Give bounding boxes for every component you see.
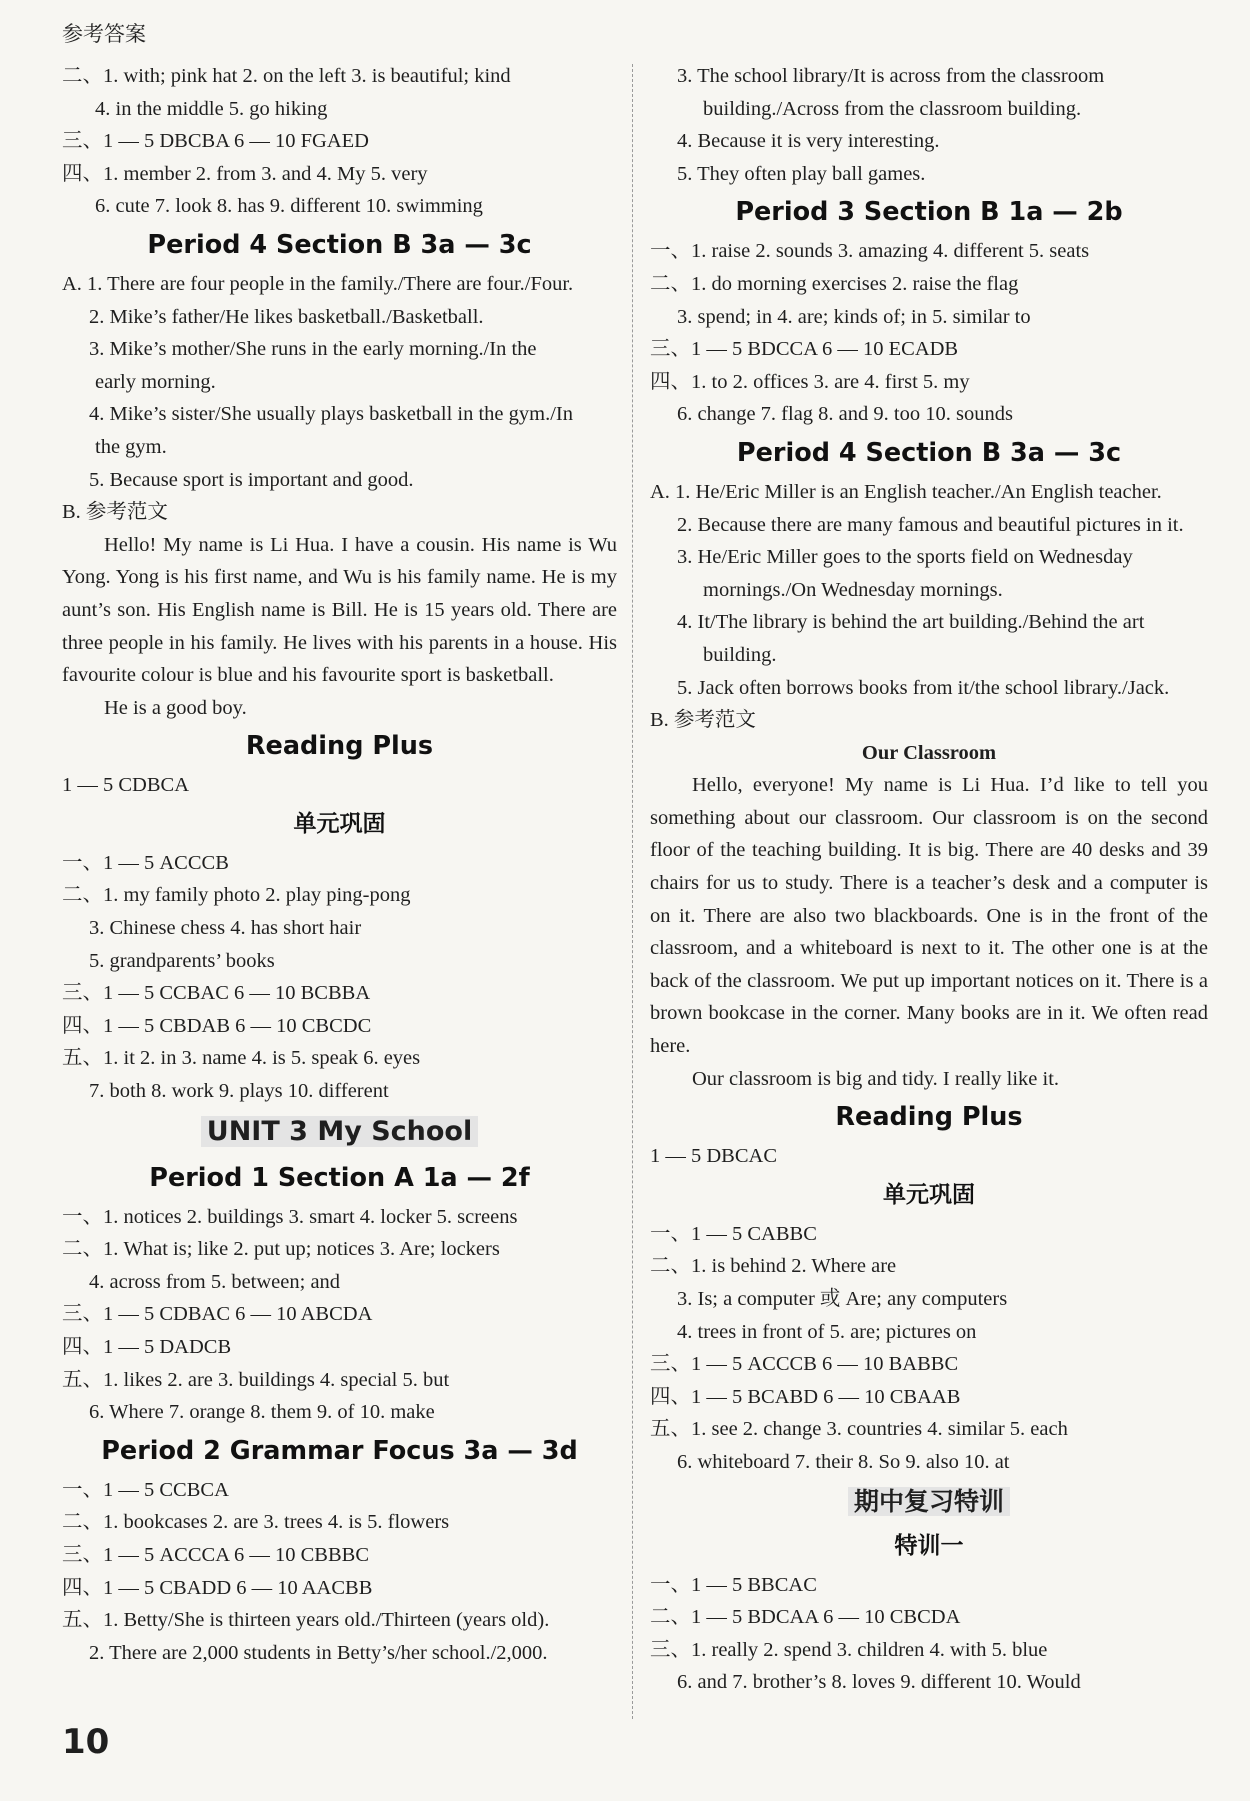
- answer-line: 3. Chinese chess 4. has short hair: [89, 917, 362, 940]
- answer-line: mornings./On Wednesday mornings.: [703, 578, 1003, 601]
- answer-line: 二、1. do morning exercises 2. raise the flag: [650, 272, 1019, 295]
- answer-line: 二、1. with; pink hat 2. on the left 3. is beautiful; kind: [62, 65, 511, 87]
- answer-line: 6. change 7. flag 8. and 9. too 10. sounds: [677, 403, 1013, 426]
- answer-line: building.: [703, 643, 777, 666]
- essay-paragraph: He is a good boy.: [104, 696, 247, 719]
- left-column: [62, 60, 617, 1669]
- answer-line: 五、1. likes 2. are 3. buildings 4. special 5. but: [62, 1368, 450, 1391]
- answer-line: 二、1 — 5 BDCAA 6 — 10 CBCDA: [650, 1606, 961, 1629]
- answer-line: 5. Because sport is important and good.: [89, 468, 414, 491]
- answer-line: 一、1. notices 2. buildings 3. smart 4. locker 5. screens: [62, 1205, 518, 1228]
- answer-line: 三、1 — 5 DBCBA 6 — 10 FGAED: [62, 130, 369, 153]
- answer-line: 2. There are 2,000 students in Betty’s/her school./2,000.: [89, 1641, 548, 1664]
- unit-review-heading: 单元巩固: [293, 810, 386, 837]
- answer-line: 4. in the middle 5. go hiking: [95, 97, 328, 120]
- answer-line: 2. Mike’s father/He likes basketball./Basketball.: [89, 305, 484, 328]
- midterm-review-title: [650, 1479, 1208, 1524]
- answer-line: 6. Where 7. orange 8. them 9. of 10. make: [89, 1401, 435, 1424]
- answer-line: 6. and 7. brother’s 8. loves 9. different 10. Would: [677, 1671, 1081, 1694]
- answer-line: building./Across from the classroom building.: [703, 97, 1082, 120]
- column-divider: [632, 64, 633, 1719]
- answer-line: 三、1 — 5 ACCCB 6 — 10 BABBC: [650, 1353, 959, 1376]
- answer-line: B. 参考范文: [62, 501, 168, 524]
- answer-line: 4. It/The library is behind the art building./Behind the art: [677, 611, 1145, 634]
- answer-line: 二、1. is behind 2. Where are: [650, 1255, 897, 1278]
- answer-line: 三、1 — 5 CDBAC 6 — 10 ABCDA: [62, 1303, 373, 1326]
- essay-paragraph: Hello! My name is Li Hua. I have a cousin. His name is Wu Yong. Yong is his first name, and Wu is his family name. He is my aunt’s son. His English name is Bill. He is 15 years old. There are three people in his family. He lives with his parents in a house. His favourite colour is blue and his favourite sport is basketball.: [62, 533, 617, 687]
- answer-line: 四、1 — 5 CBADD 6 — 10 AACBB: [62, 1576, 373, 1599]
- page-header-label: 参考答案: [62, 22, 146, 46]
- answer-line: 4. Mike’s sister/She usually plays basketball in the gym./In: [89, 403, 573, 426]
- essay-paragraph: Our classroom is big and tidy. I really like it.: [692, 1067, 1060, 1090]
- section-heading: Period 4 Section B 3a — 3c: [736, 437, 1122, 468]
- answer-line: 四、1 — 5 BCABD 6 — 10 CBAAB: [650, 1385, 961, 1408]
- answer-line: 一、1 — 5 CCBCA: [62, 1478, 229, 1501]
- answer-line: 3. He/Eric Miller goes to the sports field on Wednesday: [677, 546, 1133, 569]
- answer-line: 4. across from 5. between; and: [89, 1270, 341, 1293]
- answer-line: 四、1. member 2. from 3. and 4. My 5. very: [62, 162, 428, 185]
- right-column: [650, 60, 1208, 1699]
- answer-line: 3. spend; in 4. are; kinds of; in 5. similar to: [677, 305, 1031, 328]
- answer-line: 4. Because it is very interesting.: [677, 130, 940, 153]
- answer-line: 6. cute 7. look 8. has 9. different 10. swimming: [95, 195, 483, 218]
- answer-line: 二、1. my family photo 2. play ping-pong: [62, 884, 411, 907]
- section-heading: Period 4 Section B 3a — 3c: [147, 229, 532, 260]
- answer-line: 三、1 — 5 ACCCA 6 — 10 CBBBC: [62, 1543, 369, 1566]
- midterm-review-title-text: 期中复习特训: [848, 1487, 1010, 1516]
- answer-line: 5. grandparents’ books: [89, 949, 275, 972]
- page-number: 10: [62, 1722, 110, 1762]
- section-heading: Period 3 Section B 1a — 2b: [735, 197, 1123, 228]
- answer-line: 一、1. raise 2. sounds 3. amazing 4. different 5. seats: [650, 240, 1090, 263]
- answer-line: 1 — 5 CDBCA: [62, 774, 190, 797]
- answer-line: 3. The school library/It is across from the classroom: [677, 65, 1105, 87]
- answer-line: 三、1 — 5 BDCCA 6 — 10 ECADB: [650, 338, 959, 361]
- essay-title: Our Classroom: [861, 741, 997, 764]
- answer-line: 7. both 8. work 9. plays 10. different: [89, 1080, 389, 1103]
- reading-plus-heading: Reading Plus: [245, 731, 434, 762]
- answer-line: 二、1. What is; like 2. put up; notices 3. Are; lockers: [62, 1238, 500, 1261]
- answer-line: 5. Jack often borrows books from it/the school library./Jack.: [677, 676, 1170, 699]
- answer-line: 三、1 — 5 CCBAC 6 — 10 BCBBA: [62, 982, 371, 1005]
- answer-line: 3. Mike’s mother/She runs in the early morning./In the: [89, 338, 537, 361]
- answer-line: 一、1 — 5 ACCCB: [62, 851, 229, 874]
- section-heading: Period 2 Grammar Focus 3a — 3d: [101, 1435, 578, 1466]
- answer-line: 四、1. to 2. offices 3. are 4. first 5. my: [650, 370, 970, 393]
- answer-line: 三、1. really 2. spend 3. children 4. with 5. blue: [650, 1638, 1048, 1661]
- answer-line: 6. whiteboard 7. their 8. So 9. also 10. at: [677, 1450, 1010, 1473]
- answer-line: 二、1. bookcases 2. are 3. trees 4. is 5. flowers: [62, 1511, 450, 1534]
- answer-line: 四、1 — 5 CBDAB 6 — 10 CBCDC: [62, 1014, 372, 1037]
- unit-title-text: UNIT 3 My School: [201, 1116, 478, 1147]
- special-training-heading: 特训一: [894, 1532, 964, 1559]
- answer-line: 1 — 5 DBCAC: [650, 1145, 778, 1168]
- answer-line: 4. trees in front of 5. are; pictures on: [677, 1320, 977, 1343]
- answer-line: B. 参考范文: [650, 709, 756, 732]
- answer-line: 四、1 — 5 DADCB: [62, 1336, 232, 1358]
- essay-paragraph: Hello, everyone! My name is Li Hua. I’d like to tell you something about our classroom. Our classroom is on the second floor of the teaching building. It is big. There are 40 desks and 39 chairs for us to study. There is a teacher’s desk and a computer is on it. There are also two blackboards. One is in the front of the classroom, and a whiteboard is next to it. The other one is at the back of the classroom. We put up important notices on it. There is a brown bookcase in the corner. Many books are in it. We often read here.: [650, 774, 1208, 1058]
- unit-title: [62, 1108, 617, 1156]
- answer-line: A. 1. He/Eric Miller is an English teacher./An English teacher.: [650, 480, 1162, 503]
- answer-line: 五、1. it 2. in 3. name 4. is 5. speak 6. eyes: [62, 1047, 421, 1070]
- section-heading: Period 1 Section A 1a — 2f: [149, 1162, 530, 1193]
- answer-line: A. 1. There are four people in the family./There are four./Four.: [62, 272, 574, 295]
- answer-line: 一、1 — 5 BBCAC: [650, 1573, 817, 1596]
- answer-line: 五、1. Betty/She is thirteen years old./Thirteen (years old).: [62, 1609, 550, 1632]
- answer-line: 5. They often play ball games.: [677, 162, 926, 185]
- answer-line: 五、1. see 2. change 3. countries 4. similar 5. each: [650, 1418, 1068, 1441]
- answer-line: 2. Because there are many famous and beautiful pictures in it.: [677, 513, 1184, 536]
- reading-plus-heading: Reading Plus: [835, 1102, 1023, 1133]
- answer-line: the gym.: [95, 435, 167, 458]
- answer-line: 3. Is; a computer 或 Are; any computers: [677, 1288, 1008, 1310]
- answer-line: 一、1 — 5 CABBC: [650, 1222, 817, 1245]
- unit-review-heading: 单元巩固: [883, 1181, 975, 1208]
- answer-line: early morning.: [95, 370, 216, 393]
